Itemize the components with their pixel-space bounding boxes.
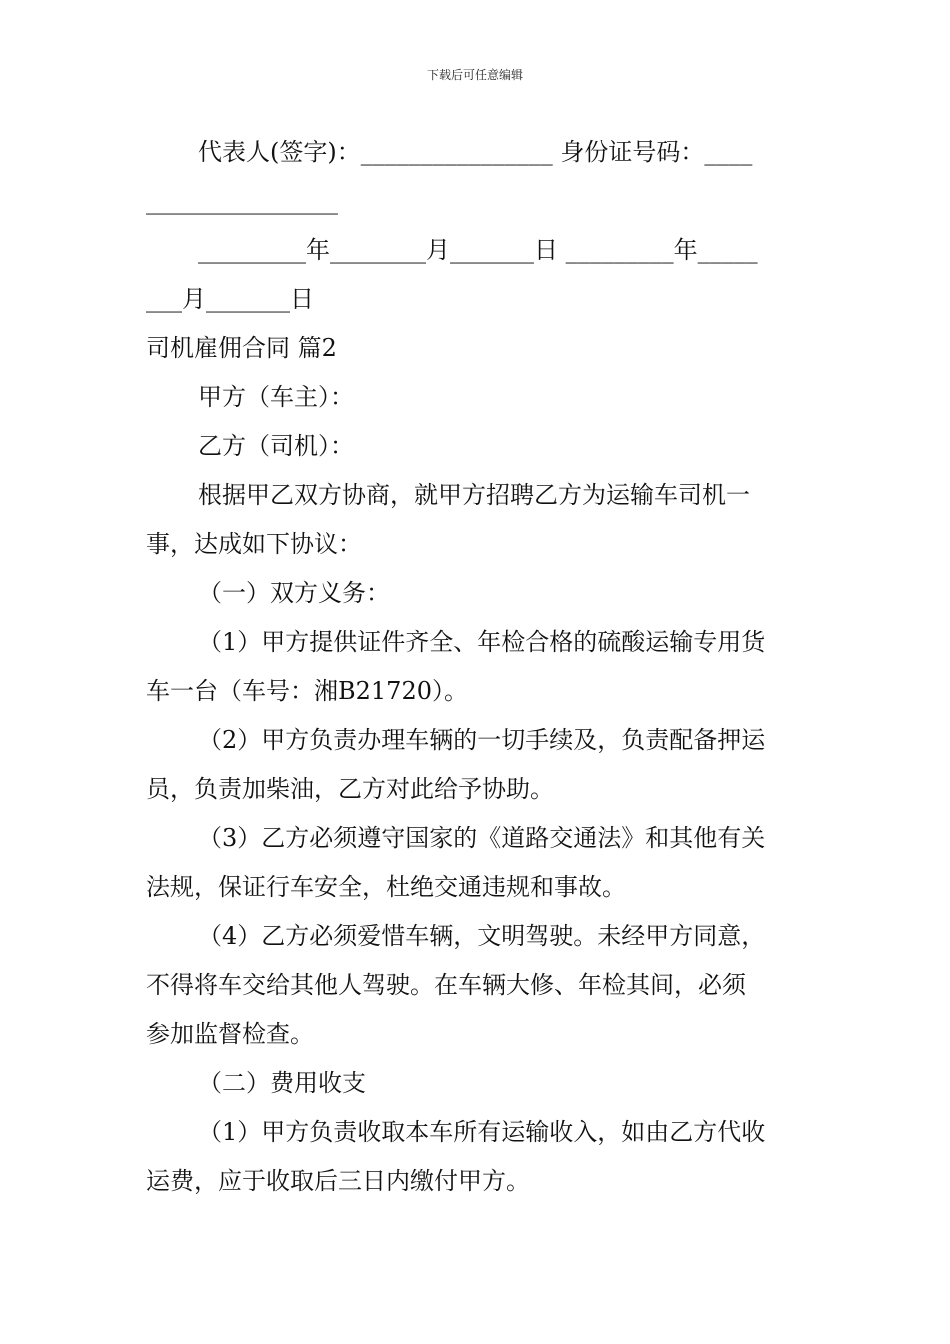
clause-line: 参加监督检查。 [146,1020,314,1048]
clause-line: （1）甲方提供证件齐全、年检合格的硫酸运输专用货 [198,628,766,656]
clause-line: 不得将车交给其他人驾驶。在车辆大修、年检其间，必须 [146,971,746,999]
page-header: 下载后可任意编辑 [426,68,523,82]
date-line-cont: ___月_______日 [146,285,314,313]
signature-line: 代表人(签字)：________________ 身份证号码：____ [198,138,753,166]
section-title: 司机雇佣合同 篇2 [146,334,337,362]
paragraph-line: 根据甲乙双方协商，就甲方招聘乙方为运输车司机一 [198,481,750,509]
party-a: 甲方（车主）： [198,383,354,411]
clause-line: 员，负责加柴油，乙方对此给予协助。 [146,775,554,803]
party-b: 乙方（司机）： [198,432,354,460]
clause-line: （4）乙方必须爱惜车辆，文明驾驶。未经甲方同意， [198,922,766,950]
subsection-heading: （一）双方义务： [198,579,390,607]
signature-line-cont: ________________ [146,187,338,215]
subsection-heading: （二）费用收支 [198,1069,366,1097]
paragraph-line: 事，达成如下协议： [146,530,362,558]
clause-line: （3）乙方必须遵守国家的《道路交通法》和其他有关 [198,824,766,852]
document-body [146,128,811,1206]
clause-line: （1）甲方负责收取本车所有运输收入，如由乙方代收 [198,1118,766,1146]
clause-line: 车一台（车号：湘B21720）。 [146,677,468,705]
clause-line: 运费，应于收取后三日内缴付甲方。 [146,1167,530,1195]
date-line: _________年________月_______日 _________年_____ [198,236,758,264]
clause-line: 法规，保证行车安全，杜绝交通违规和事故。 [146,873,626,901]
clause-line: （2）甲方负责办理车辆的一切手续及，负责配备押运 [198,726,766,754]
